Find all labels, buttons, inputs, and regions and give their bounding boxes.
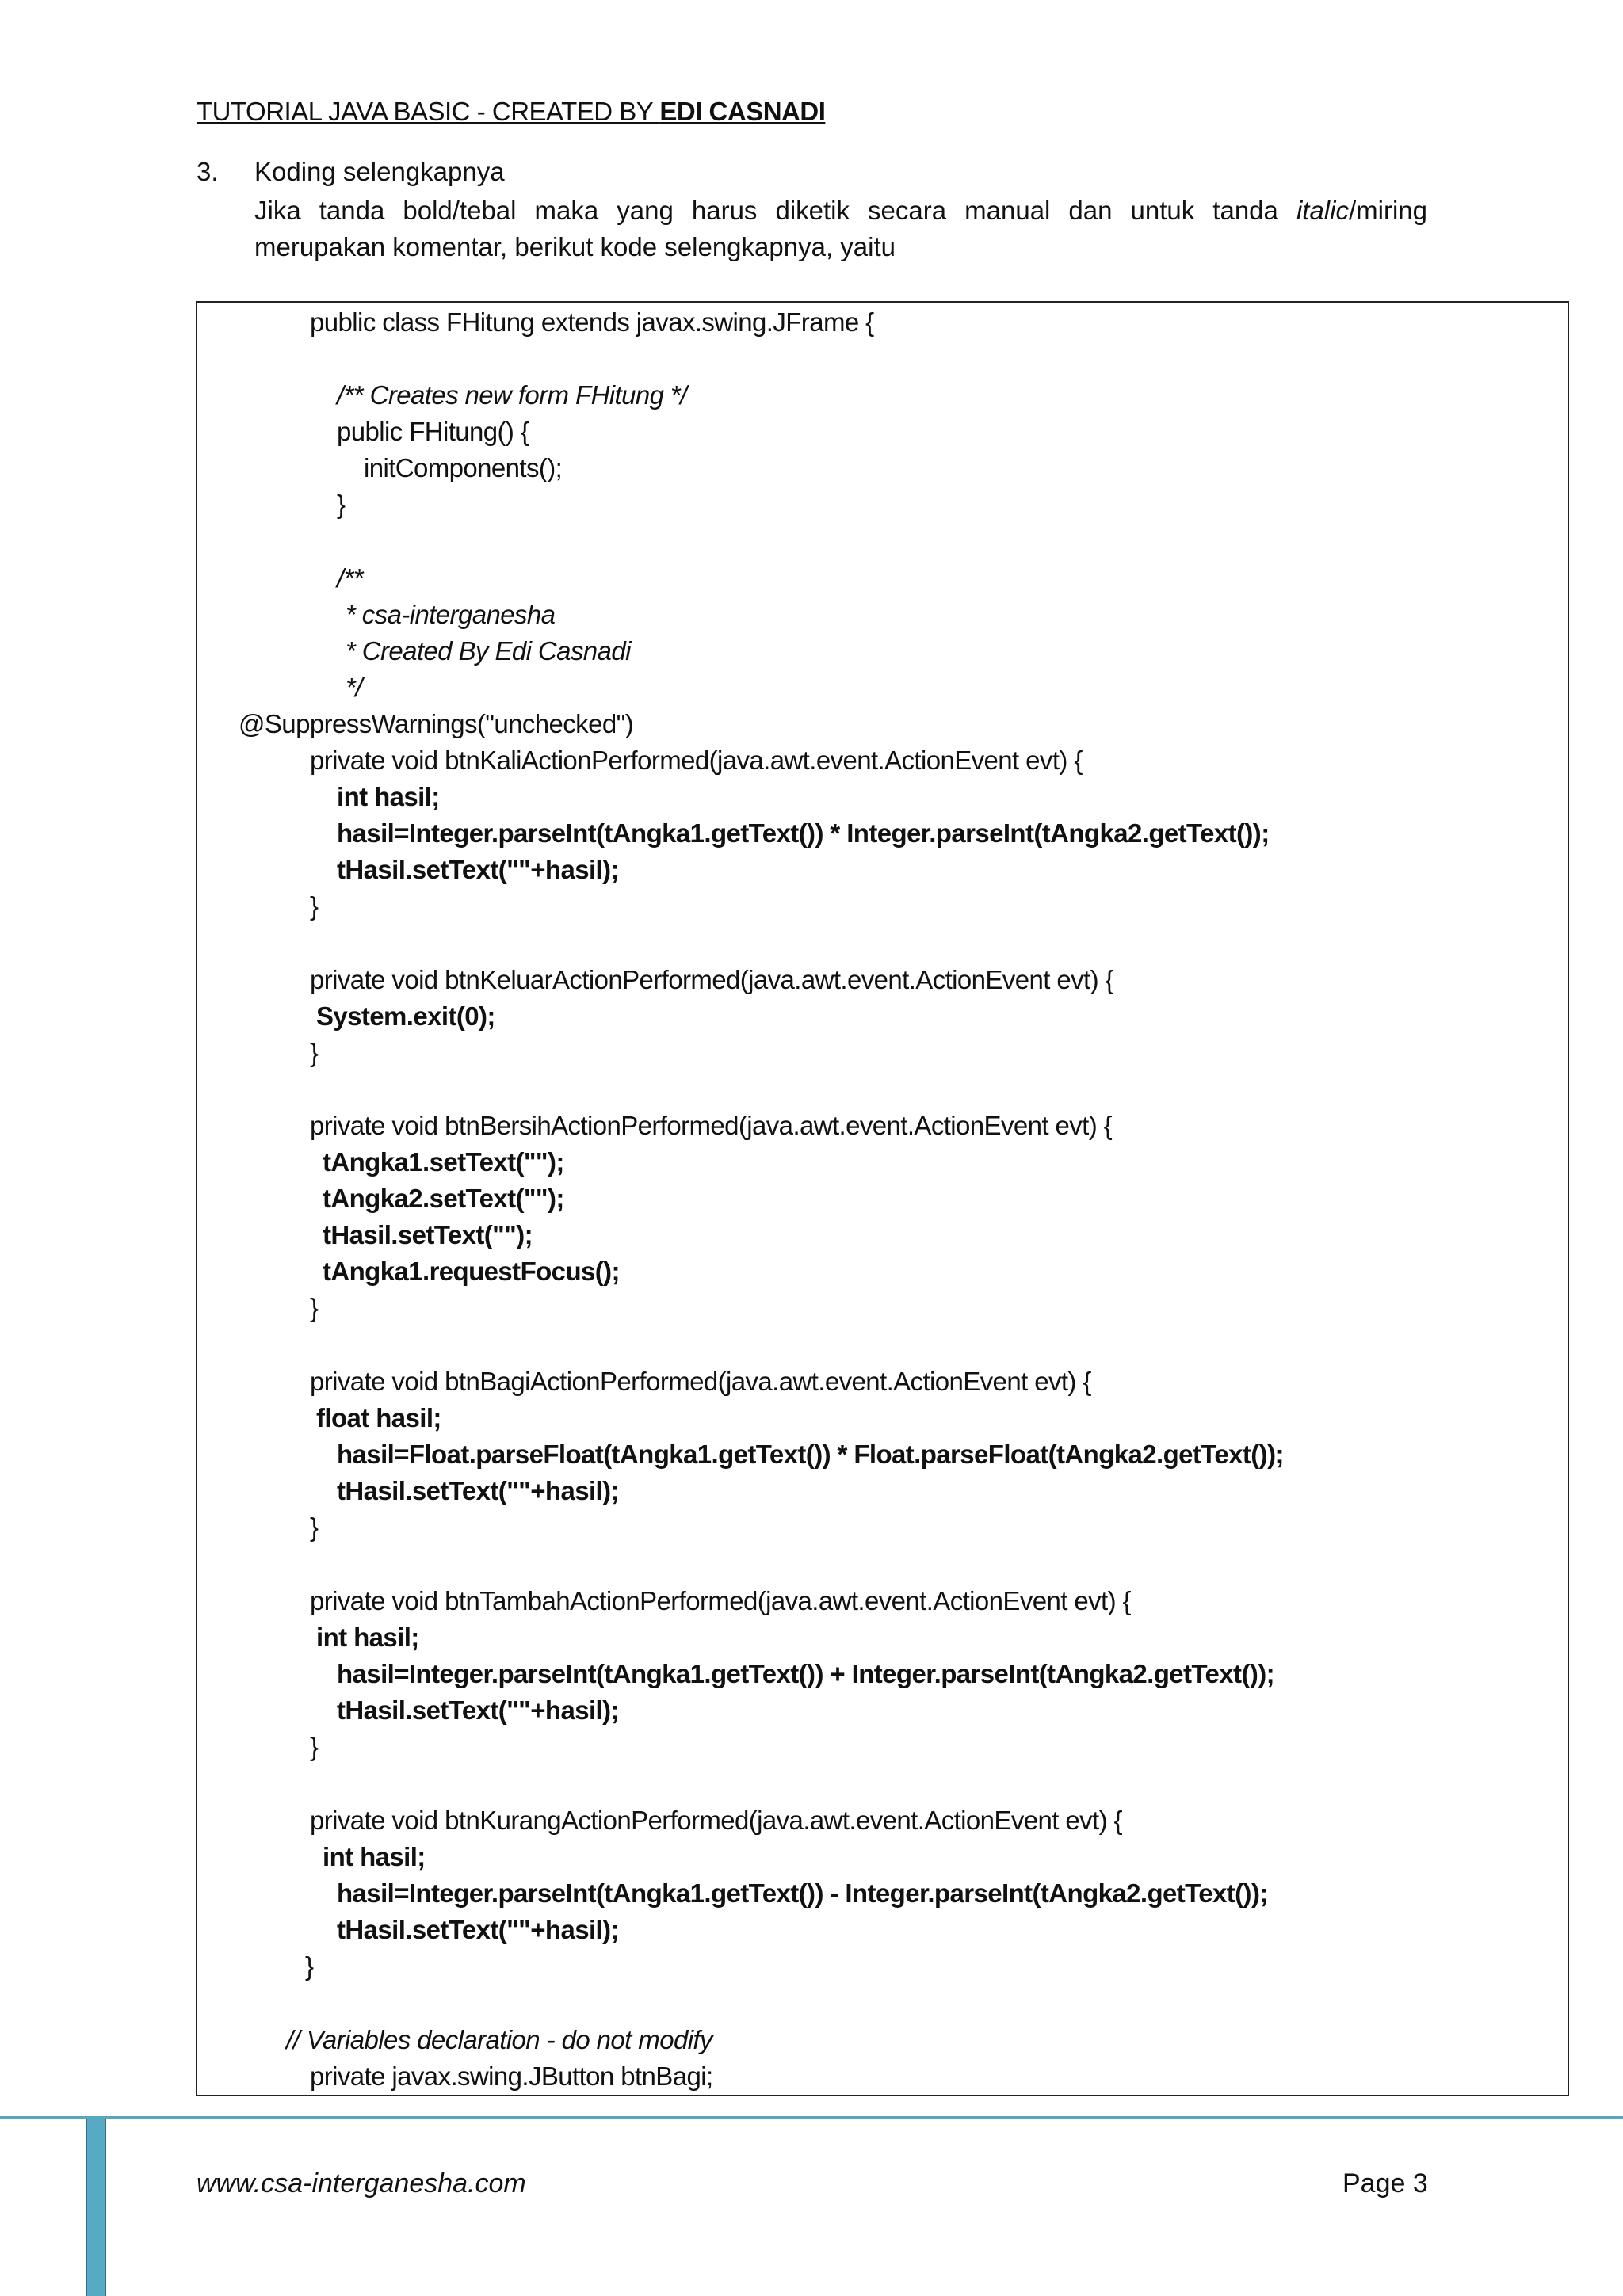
code-line-9: */ bbox=[346, 673, 362, 702]
code-line-7: * csa-interganesha bbox=[346, 600, 556, 629]
code-line-31: int hasil; bbox=[316, 1623, 419, 1652]
code-line-15: } bbox=[310, 891, 319, 921]
code-line-32: hasil=Integer.parseInt(tAngka1.getText()) + Integer.parseInt(tAngka2.getText()); bbox=[337, 1659, 1275, 1688]
page-header bbox=[197, 97, 825, 127]
section-title: Koding selengkapnya bbox=[254, 157, 505, 186]
code-line-2: /** Creates new form FHitung */ bbox=[337, 380, 687, 410]
code-line-3: public FHitung() { bbox=[337, 417, 529, 446]
section-description bbox=[254, 193, 1427, 265]
code-line-13: hasil=Integer.parseInt(tAngka1.getText()) * Integer.parseInt(tAngka2.getText()); bbox=[337, 818, 1270, 848]
code-line-10: @SuppressWarnings("unchecked") bbox=[239, 709, 634, 738]
footer-accent-bar bbox=[86, 2119, 106, 2296]
description-italic-word: italic bbox=[1296, 196, 1349, 225]
code-line-25: private void btnBagiActionPerformed(java.awt.event.ActionEvent evt) { bbox=[310, 1367, 1091, 1396]
description-part-2: /miring merupakan komentar, berikut kode selengkapnya, yaitu bbox=[254, 196, 1427, 261]
code-line-29: } bbox=[310, 1512, 319, 1542]
code-line-19: private void btnBersihActionPerformed(java.awt.event.ActionEvent evt) { bbox=[310, 1111, 1113, 1140]
code-line-5: } bbox=[337, 490, 346, 519]
code-line-39: } bbox=[305, 1951, 314, 1981]
code-line-24: } bbox=[310, 1293, 319, 1322]
code-line-21: tAngka2.setText(""); bbox=[323, 1184, 564, 1213]
code-line-37: hasil=Integer.parseInt(tAngka1.getText()) - Integer.parseInt(tAngka2.getText()); bbox=[337, 1878, 1268, 1908]
code-listing-box bbox=[196, 301, 1569, 2096]
code-line-35: private void btnKurangActionPerformed(java.awt.event.ActionEvent evt) { bbox=[310, 1806, 1122, 1835]
code-line-30: private void btnTambahActionPerformed(java.awt.event.ActionEvent evt) { bbox=[310, 1586, 1131, 1615]
code-line-11: private void btnKaliActionPerformed(java.awt.event.ActionEvent evt) { bbox=[310, 746, 1083, 775]
code-line-18: } bbox=[310, 1038, 319, 1067]
code-line-6: /** bbox=[337, 563, 364, 593]
code-line-16: private void btnKeluarActionPerformed(java.awt.event.ActionEvent evt) { bbox=[310, 965, 1113, 994]
code-line-22: tHasil.setText(""); bbox=[323, 1220, 533, 1249]
footer-website: www.csa-interganesha.com bbox=[197, 2168, 526, 2199]
code-line-34: } bbox=[310, 1732, 319, 1761]
code-line-23: tAngka1.requestFocus(); bbox=[323, 1257, 620, 1286]
code-line-40: // Variables declaration - do not modify bbox=[286, 2025, 712, 2054]
code-line-14: tHasil.setText(""+hasil); bbox=[337, 855, 619, 884]
code-line-36: int hasil; bbox=[323, 1842, 426, 1871]
code-line-33: tHasil.setText(""+hasil); bbox=[337, 1695, 619, 1725]
description-part-1: Jika tanda bold/tebal maka yang harus diketik secara manual dan untuk tanda bbox=[254, 196, 1296, 225]
page-number: Page 3 bbox=[1342, 2168, 1428, 2199]
code-line-26: float hasil; bbox=[316, 1403, 441, 1432]
header-author: EDI CASNADI bbox=[659, 97, 826, 126]
code-line-27: hasil=Float.parseFloat(tAngka1.getText()) * Float.parseFloat(tAngka2.getText()); bbox=[337, 1440, 1284, 1469]
code-line-38: tHasil.setText(""+hasil); bbox=[337, 1915, 619, 1944]
code-line-20: tAngka1.setText(""); bbox=[323, 1147, 564, 1177]
code-line-4: initComponents(); bbox=[364, 453, 563, 482]
code-line-41: private javax.swing.JButton btnBagi; bbox=[310, 2061, 713, 2091]
code-line-8: * Created By Edi Casnadi bbox=[346, 636, 631, 666]
section-number: 3. bbox=[197, 157, 219, 186]
code-line-1: public class FHitung extends javax.swing.JFrame { bbox=[310, 307, 874, 337]
code-line-12: int hasil; bbox=[337, 782, 440, 811]
header-prefix: TUTORIAL JAVA BASIC - CREATED BY bbox=[197, 97, 660, 126]
code-line-17: System.exit(0); bbox=[316, 1001, 495, 1031]
footer-divider bbox=[0, 2116, 1623, 2119]
code-line-28: tHasil.setText(""+hasil); bbox=[337, 1476, 619, 1505]
